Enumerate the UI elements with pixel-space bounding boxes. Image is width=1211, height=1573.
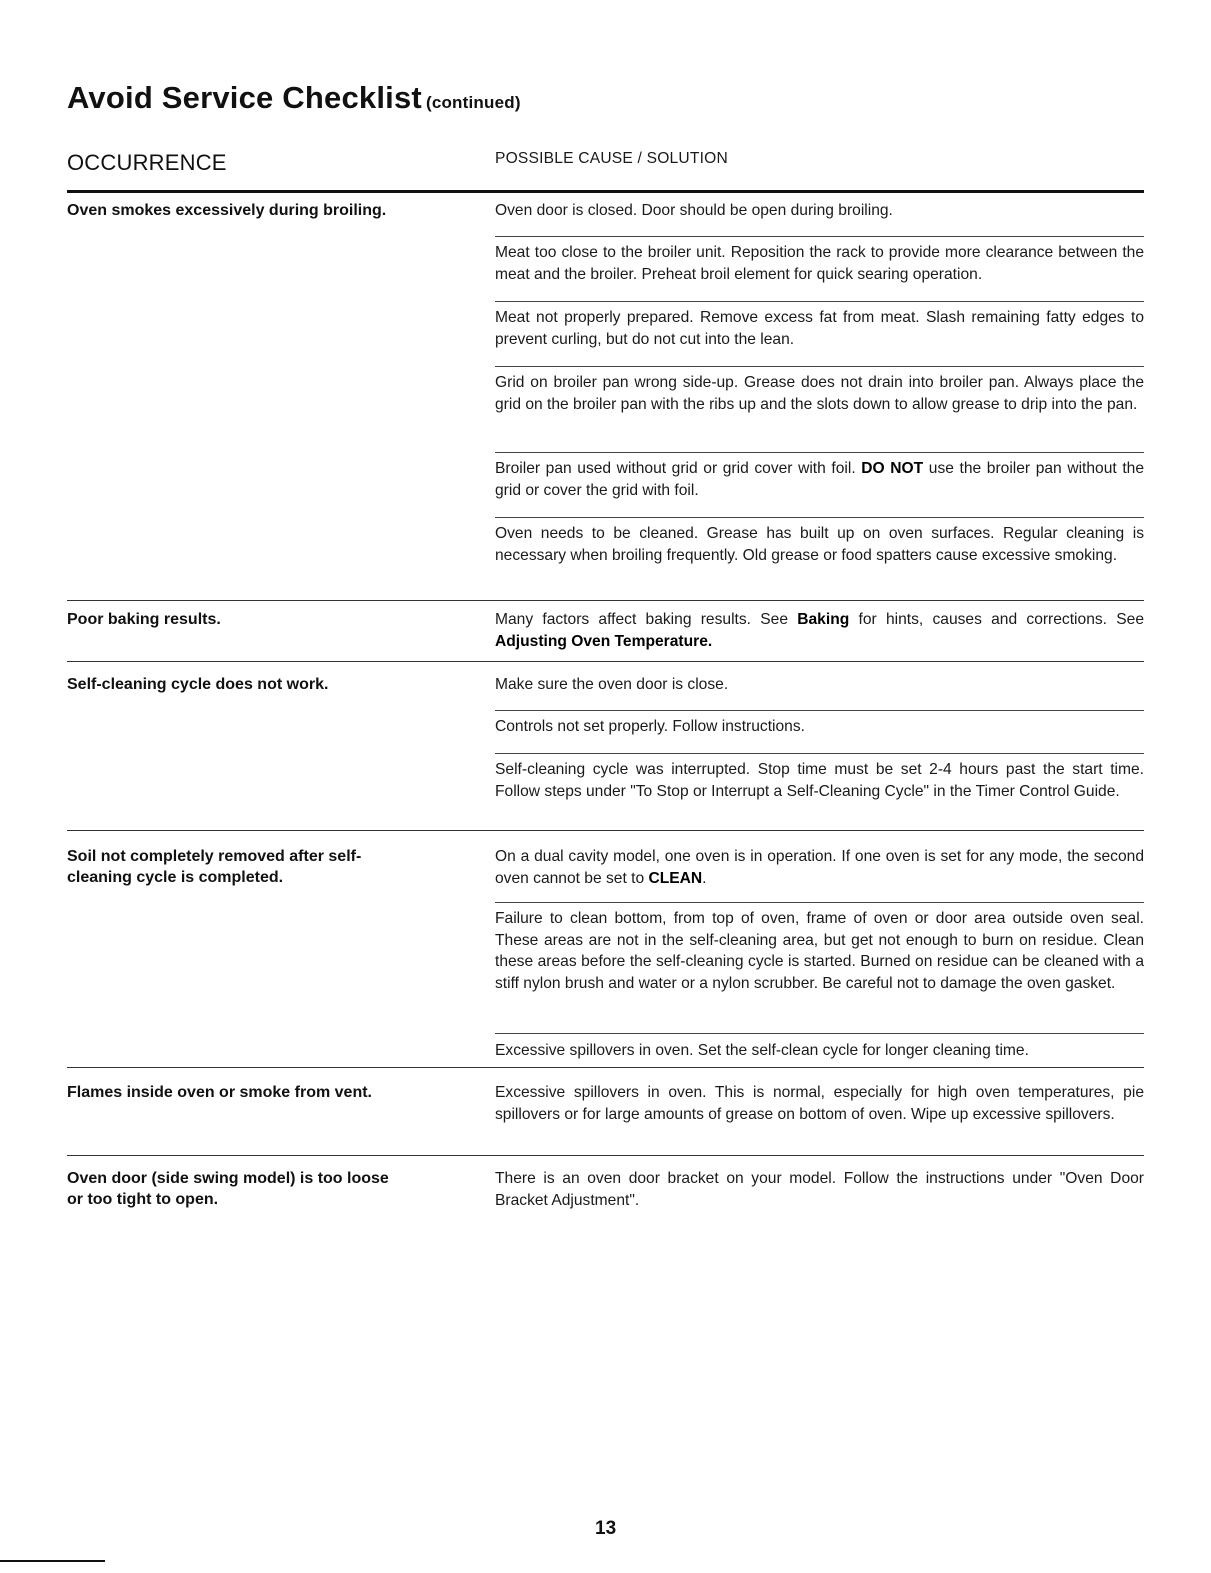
solution-text-part: for hints, causes and corrections. See — [849, 611, 1144, 628]
solution-text: Controls not set properly. Follow instructions. — [495, 718, 805, 735]
occurrence-column-heading: OCCURRENCE — [67, 150, 227, 175]
solution-emphasis: Baking — [797, 611, 850, 628]
solution-text: Grid on broiler pan wrong side-up. Grease does not drain into broiler pan. Always place the grid on the broiler pan with the ribs up and the slots down to allow grease to drip into the pan. — [495, 374, 1144, 413]
solution-emphasis: Adjusting Oven Temperature. — [495, 632, 713, 650]
solution-text: Excessive spillovers in oven. This is normal, especially for high oven temperatures, pie spillovers or for large amounts of grease on bottom of oven. Wipe up excessive spillovers. — [495, 1084, 1144, 1123]
page-number: 13 — [595, 1518, 617, 1539]
solution-text: Meat not properly prepared. Remove excess fat from meat. Slash remaining fatty edges to prevent curling, but do not cut into the lean. — [495, 309, 1144, 348]
header-divider — [67, 190, 1144, 193]
solution-divider — [495, 452, 1144, 453]
solution-divider — [495, 301, 1144, 302]
solution-divider — [495, 366, 1144, 367]
solution-text-part: Broiler pan used without grid or grid cover with foil. — [495, 460, 862, 477]
occurrence-text: Flames inside oven or smoke from vent. — [67, 1084, 372, 1101]
page-title-text: Avoid Service Checklist — [67, 80, 422, 115]
occurrence-text: Poor baking results. — [67, 611, 221, 628]
row-divider — [67, 830, 1144, 831]
page-title — [67, 78, 521, 123]
occurrence-text: Soil not completely removed after self-cleaning cycle is completed. — [67, 848, 362, 886]
occurrence-text: Oven smokes excessively during broiling. — [67, 202, 387, 219]
solution-text-part: On a dual cavity model, one oven is in operation. If one oven is set for any mode, the second oven cannot be set to — [495, 848, 1144, 887]
solution-divider — [495, 517, 1144, 518]
solution-text: Self-cleaning cycle was interrupted. Stop time must be set 2-4 hours past the start time. Follow steps under "To Stop or Interrupt a Self-Cleaning Cycle" in the Timer Control Guide. — [495, 761, 1144, 800]
solution-emphasis: DO NOT — [861, 460, 924, 477]
solution-text-part: Many factors affect baking results. See — [495, 611, 798, 628]
solution-text: Excessive spillovers in oven. Set the self-clean cycle for longer cleaning time. — [495, 1042, 1029, 1059]
solution-text: Meat too close to the broiler unit. Reposition the rack to provide more clearance between the meat and the broiler. Preheat broil element for quick searing operation. — [495, 244, 1144, 283]
solution-text — [495, 458, 1144, 501]
solution-text — [495, 846, 1144, 889]
row-divider — [67, 661, 1144, 662]
occurrence-text: Oven door (side swing model) is too loose or too tight to open. — [67, 1170, 389, 1208]
solution-text-part: . — [702, 869, 707, 887]
solution-emphasis: CLEAN — [648, 869, 703, 887]
solution-text: Failure to clean bottom, from top of oven, frame of oven or door area outside oven seal. These areas are not in the self-cleaning area, but get not enough to burn on residue. Clean these areas before the self-cleaning cycle is started. Burned on residue can be cleaned with a stiff nylon brush and water or a nylon scrubber. Be careful not to damage the oven gasket. — [495, 910, 1144, 992]
row-divider — [67, 600, 1144, 601]
solution-divider — [495, 710, 1144, 711]
solution-text: Oven needs to be cleaned. Grease has built up on oven surfaces. Regular cleaning is necessary when broiling frequently. Old grease or food spatters cause excessive smoking. — [495, 525, 1144, 564]
solution-divider — [495, 236, 1144, 237]
solution-column-heading: POSSIBLE CAUSE / SOLUTION — [495, 150, 728, 167]
solution-text: Make sure the oven door is close. — [495, 676, 729, 693]
solution-text: Oven door is closed. Door should be open during broiling. — [495, 202, 893, 219]
solution-divider — [495, 753, 1144, 754]
solution-text-part: use the broiler pan without the grid or cover the grid with foil. — [495, 460, 1145, 499]
footer-rule — [0, 1560, 105, 1562]
occurrence-text: Self-cleaning cycle does not work. — [67, 676, 329, 693]
row-divider — [67, 1155, 1144, 1156]
solution-divider — [495, 902, 1144, 903]
solution-divider — [495, 1033, 1144, 1034]
page-title-suffix: (continued) — [425, 93, 521, 112]
row-divider — [67, 1067, 1144, 1068]
solution-text: There is an oven door bracket on your model. Follow the instructions under "Oven Door Bracket Adjustment". — [495, 1170, 1144, 1209]
solution-text — [495, 609, 1144, 652]
